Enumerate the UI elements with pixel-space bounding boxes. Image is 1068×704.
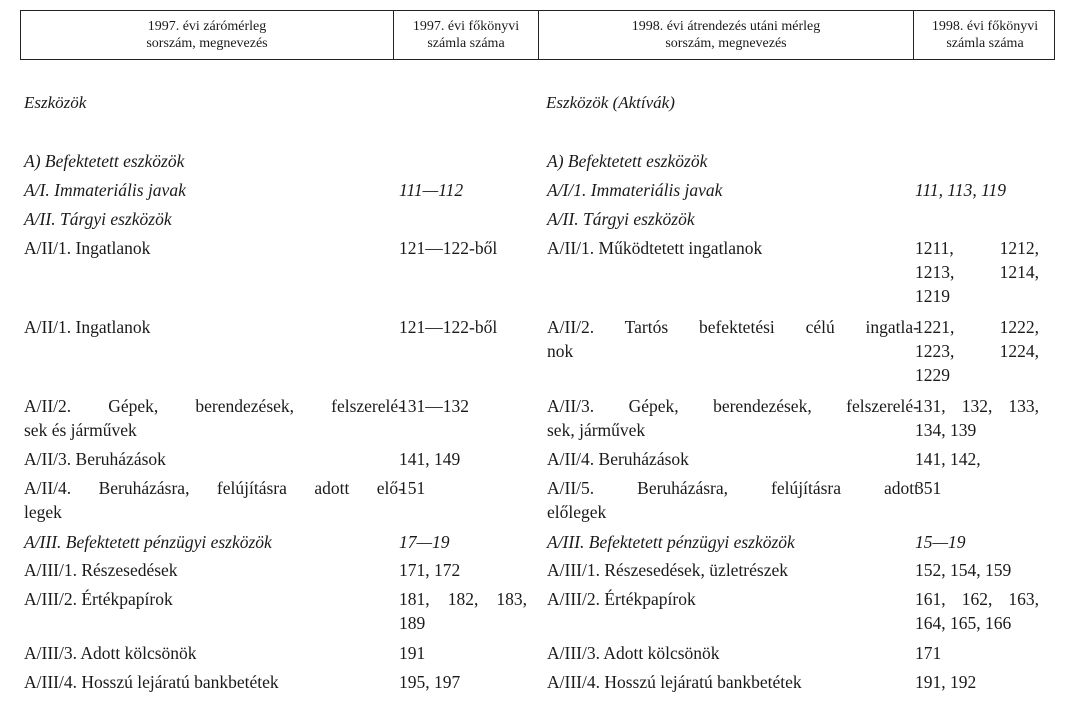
header-col3-line2: sorszám, megnevezés <box>665 36 787 51</box>
cell-c3 <box>547 149 899 173</box>
cell-c1 <box>24 149 384 173</box>
cell-line: A/III. Befektetett pénzügyi eszközök <box>24 532 272 552</box>
cell-line: A/III/2. Értékpapírok <box>24 589 173 609</box>
table-row <box>0 236 1068 306</box>
header-col-1998-account <box>914 11 1056 59</box>
cell-c4 <box>915 670 1039 694</box>
cell-c3 <box>547 394 919 442</box>
cell-c1 <box>24 207 384 231</box>
cell-line: A/III/1. Részesedések, üzletrészek <box>547 560 789 580</box>
table-header <box>20 10 1055 60</box>
header-col3-line1: 1998. évi átrendezés utáni mérleg <box>631 19 821 34</box>
cell-line: 15—19 <box>915 532 966 552</box>
cell-c1 <box>24 394 404 442</box>
cell-c1 <box>24 641 384 665</box>
cell-line: 141, 142, <box>915 449 981 469</box>
cell-c1 <box>24 558 384 582</box>
cell-line: A/III/2. Értékpapírok <box>547 589 696 609</box>
cell-line: A) Befektetett eszközök <box>547 151 708 171</box>
cell-c1 <box>24 178 384 202</box>
cell-line: 1221, 1222, <box>915 317 1039 337</box>
table-row <box>0 315 1068 385</box>
table-row <box>0 394 1068 440</box>
cell-line: 191, 192 <box>915 672 977 692</box>
cell-c2 <box>399 178 527 202</box>
cell-line: 161, 162, 163, <box>915 589 1039 609</box>
section-title-right: Eszközök (Aktívák) <box>546 93 675 112</box>
cell-line: 131, 132, 133, <box>915 396 1039 416</box>
cell-c4 <box>915 530 1039 554</box>
header-col1-line2: sorszám, megnevezés <box>146 36 268 51</box>
cell-line: A/II/2. Gépek, berendezések, felszerelé- <box>24 396 404 416</box>
cell-c3 <box>547 315 919 363</box>
cell-line: A/II/4. Beruházásra, felújításra adott elő- <box>24 478 404 498</box>
table-row <box>0 641 1068 663</box>
cell-line: A/I/1. Immateriális javak <box>547 180 723 200</box>
cell-line: A/III/1. Részesedések <box>24 560 178 580</box>
cell-c3 <box>547 530 899 554</box>
cell-c2 <box>399 670 527 694</box>
cell-line: A/II. Tárgyi eszközök <box>547 209 695 229</box>
cell-c2 <box>399 447 527 471</box>
cell-line: A/I. Immateriális javak <box>24 180 186 200</box>
table-row <box>0 670 1068 692</box>
cell-line: 191 <box>399 643 426 663</box>
cell-line: 1219 <box>915 286 950 306</box>
cell-c1 <box>24 530 384 554</box>
cell-c2 <box>399 558 527 582</box>
cell-c3 <box>547 178 899 202</box>
cell-c4 <box>915 394 1039 442</box>
cell-line: 141, 149 <box>399 449 461 469</box>
cell-line: 164, 165, 166 <box>915 613 1012 633</box>
cell-c1 <box>24 670 384 694</box>
cell-line: A/II/5. Beruházásra, felújításra adott <box>547 478 919 498</box>
cell-line: 171, 172 <box>399 560 461 580</box>
cell-line: 121—122-ből <box>399 317 498 337</box>
cell-c1 <box>24 447 384 471</box>
cell-c3 <box>547 476 919 524</box>
cell-line: A/II/3. Beruházások <box>24 449 166 469</box>
table-row <box>0 530 1068 552</box>
cell-c3 <box>547 558 899 582</box>
cell-c2 <box>399 530 527 554</box>
cell-line: előlegek <box>547 502 607 522</box>
cell-c3 <box>547 587 899 611</box>
header-col4-line1: 1998. évi főkönyvi <box>931 19 1039 34</box>
cell-c2 <box>399 315 527 339</box>
cell-line: A/III. Befektetett pénzügyi eszközök <box>547 532 795 552</box>
cell-c4 <box>915 315 1039 387</box>
cell-c1 <box>24 476 404 524</box>
cell-c1 <box>24 587 384 611</box>
cell-line: A/II/1. Működtetett ingatlanok <box>547 238 763 258</box>
table-row <box>0 447 1068 469</box>
table-row <box>0 587 1068 633</box>
cell-line: 171 <box>915 643 942 663</box>
cell-c2 <box>399 476 527 500</box>
cell-line: 189 <box>399 613 426 633</box>
cell-line: 1211, 1212, <box>915 238 1039 258</box>
table-row <box>0 207 1068 229</box>
table-row <box>0 149 1068 171</box>
header-col2-line1: 1997. évi főkönyvi <box>412 19 520 34</box>
table-row <box>0 476 1068 522</box>
cell-line: A/III/3. Adott kölcsönök <box>547 643 720 663</box>
cell-c3 <box>547 236 899 260</box>
cell-c1 <box>24 236 384 260</box>
cell-line: 351 <box>915 478 942 498</box>
cell-line: sek és járművek <box>24 420 137 440</box>
cell-c3 <box>547 207 899 231</box>
cell-c3 <box>547 641 899 665</box>
header-col-1998-name <box>539 11 914 59</box>
header-col4-line2: számla száma <box>946 36 1024 51</box>
cell-line: A/III/4. Hosszú lejáratú bankbetétek <box>547 672 802 692</box>
cell-line: 111—112 <box>399 180 464 200</box>
cell-line: 181, 182, 183, <box>399 589 527 609</box>
cell-line: 111, 113, 119 <box>915 180 1007 200</box>
cell-line: 131—132 <box>399 396 469 416</box>
table-row <box>0 178 1068 200</box>
cell-c4 <box>915 476 1039 500</box>
cell-c4 <box>915 178 1039 202</box>
cell-line: A/II/3. Gépek, berendezések, felszerelé- <box>547 396 919 416</box>
cell-line: A/III/3. Adott kölcsönök <box>24 643 197 663</box>
cell-line: 1213, 1214, <box>915 262 1039 282</box>
cell-line: nok <box>547 341 574 361</box>
cell-c4 <box>915 641 1039 665</box>
cell-line: A/II. Tárgyi eszközök <box>24 209 172 229</box>
cell-line: 195, 197 <box>399 672 461 692</box>
cell-c4 <box>915 447 1039 471</box>
cell-line: sek, járművek <box>547 420 646 440</box>
cell-line: 121—122-ből <box>399 238 498 258</box>
section-title-left: Eszközök <box>24 93 87 112</box>
cell-line: 152, 154, 159 <box>915 560 1012 580</box>
cell-line: A/II/4. Beruházások <box>547 449 689 469</box>
cell-line: A/II/2. Tartós befektetési célú ingatla- <box>547 317 919 337</box>
cell-c2 <box>399 641 527 665</box>
cell-line: 151 <box>399 478 426 498</box>
cell-c2 <box>399 236 527 260</box>
cell-c3 <box>547 670 899 694</box>
cell-line: A) Befektetett eszközök <box>24 151 185 171</box>
cell-c2 <box>399 394 527 418</box>
header-col2-line2: számla száma <box>427 36 505 51</box>
cell-c4 <box>915 587 1039 635</box>
cell-line: 17—19 <box>399 532 450 552</box>
cell-line: A/II/1. Ingatlanok <box>24 238 151 258</box>
cell-line: A/II/1. Ingatlanok <box>24 317 151 337</box>
header-col1-line1: 1997. évi zárómérleg <box>147 19 267 34</box>
cell-c3 <box>547 447 899 471</box>
cell-line: 134, 139 <box>915 420 977 440</box>
header-col-1997-name <box>21 11 394 59</box>
header-col-1997-account <box>394 11 539 59</box>
cell-line: A/III/4. Hosszú lejáratú bankbetétek <box>24 672 279 692</box>
cell-line: 1229 <box>915 365 950 385</box>
cell-c2 <box>399 587 527 635</box>
cell-line: 1223, 1224, <box>915 341 1039 361</box>
cell-c4 <box>915 558 1039 582</box>
cell-c4 <box>915 236 1039 308</box>
cell-c1 <box>24 315 384 339</box>
cell-line: legek <box>24 502 62 522</box>
table-row <box>0 558 1068 580</box>
